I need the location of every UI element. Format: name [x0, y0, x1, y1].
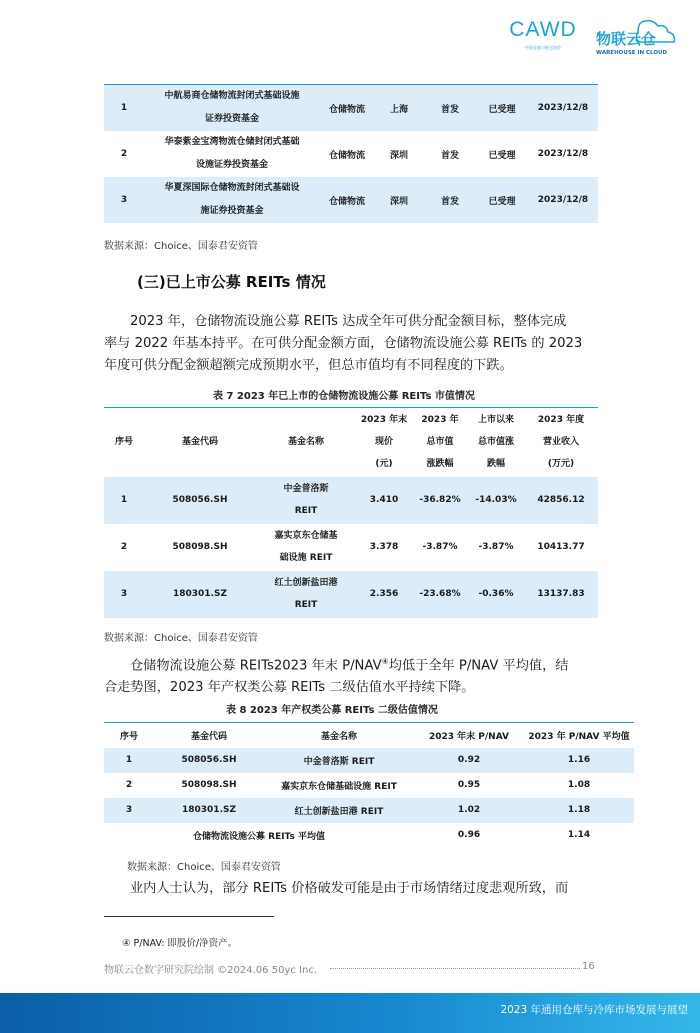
header-line: 涨跌幅	[426, 459, 454, 470]
fund-name-line2: REIT	[294, 600, 318, 610]
table-row-average	[104, 823, 634, 848]
row-number: 1	[120, 495, 128, 505]
row-number: 2	[120, 542, 128, 552]
row-number: 3	[125, 805, 133, 815]
text-span: 仓储物流设施公募 REITs2023 年末 P/NAV	[130, 658, 382, 674]
fund-code: 180301.SZ	[182, 805, 236, 815]
header-name: 基金名称	[320, 731, 357, 742]
table-row	[104, 571, 598, 618]
price: 3.378	[369, 542, 399, 552]
row-number: 2	[125, 780, 133, 790]
footnote-ref: ④	[381, 657, 389, 666]
mv-change: -3.87%	[422, 542, 458, 552]
footer-copyright: 物联云仓数字研究院绘制 ©2024.06 50yc Inc.	[104, 965, 317, 976]
text-span: 均低于全年 P/NAV 平均值，结	[388, 658, 569, 674]
table-header-row	[104, 723, 634, 748]
cloud-logo-icon	[594, 18, 686, 58]
header-logos	[502, 18, 686, 58]
fund-name	[144, 131, 320, 177]
fund-code: 508056.SH	[172, 495, 228, 505]
row-number: 3	[120, 589, 128, 599]
fund-name-line1: 中航易商仓储物流封闭式基础设施	[164, 91, 300, 101]
issue-kind: 首发	[440, 196, 459, 207]
fund-name-line2: 础设施 REIT	[279, 553, 333, 563]
since-listing-change: -14.03%	[475, 495, 517, 505]
table-row	[104, 524, 598, 571]
table7-market-value	[104, 407, 598, 618]
table-row	[104, 748, 634, 773]
fund-name: 红土创新盐田港 REIT	[294, 806, 384, 817]
issue-kind: 首发	[440, 104, 459, 115]
header-code: 基金代码	[190, 731, 227, 742]
reits-application-table	[104, 84, 598, 223]
pnav-avg: 1.18	[567, 805, 591, 815]
header-revenue	[524, 408, 598, 477]
header-no: 序号	[114, 437, 133, 448]
pnav: 0.95	[457, 780, 481, 790]
fund-name	[144, 177, 320, 223]
paragraph-2	[104, 651, 600, 699]
date: 2023/12/8	[537, 195, 589, 205]
date: 2023/12/8	[537, 103, 589, 113]
city: 深圳	[389, 196, 408, 207]
table-row	[104, 131, 598, 177]
data-source-note: 数据来源：Choice、国泰君安资管	[104, 633, 258, 644]
header-line: 现价	[374, 437, 393, 448]
mv-change: -36.82%	[419, 495, 461, 505]
footnote: ④ P/NAV: 即股价/净资产。	[122, 938, 238, 949]
cawd-logo-subtitle: 中国仓储与配送协会	[525, 45, 561, 50]
header-line: 2023 年	[421, 415, 459, 426]
header-mv-change	[412, 408, 468, 477]
cawd-logo	[502, 18, 584, 58]
header-pnav-avg: 2023 年 P/NAV 平均值	[528, 731, 630, 742]
wlyc-logo	[594, 18, 686, 58]
since-listing-change: -0.36%	[478, 589, 514, 599]
fund-name: 嘉实京东仓储基础设施 REIT	[281, 781, 397, 792]
fund-name	[256, 477, 356, 524]
asset-type: 仓储物流	[328, 196, 365, 207]
status: 已受理	[488, 150, 516, 161]
status: 已受理	[488, 104, 516, 115]
page-number: 16	[582, 961, 595, 972]
paragraph-line: 合走势图，2023 年产权类公募 REITs 二级估值水平持续下降。	[104, 680, 475, 696]
wlyc-logo-subtitle: WAREHOUSE IN CLOUD	[596, 50, 668, 56]
wlyc-logo-title: 物联云仓	[596, 30, 657, 48]
since-listing-change: -3.87%	[478, 542, 514, 552]
cawd-logo-title: CAWD	[509, 18, 577, 41]
fund-name-line2: 证券投资基金	[204, 114, 259, 124]
row-number: 2	[120, 149, 128, 159]
section-heading: (三)已上市公募 REITs 情况	[137, 273, 326, 291]
paragraph-line	[104, 651, 600, 677]
footer-bar	[0, 993, 700, 1033]
table-header-row	[104, 408, 598, 477]
table8-valuation	[104, 722, 634, 848]
data-source-note: 数据来源：Choice、国泰君安资管	[104, 241, 258, 252]
header-line: (万元)	[547, 459, 575, 470]
paragraph-line: 2023 年，仓储物流设施公募 REITs 达成全年可供分配金额目标，整体完成	[130, 314, 567, 329]
header-line: 2023 年末	[360, 415, 408, 426]
fund-name-line1: 嘉实京东仓储基	[274, 531, 338, 541]
fund-code: 508098.SH	[181, 780, 237, 790]
date: 2023/12/8	[537, 149, 589, 159]
mv-change: -23.68%	[419, 589, 461, 599]
fund-name: 中金普洛斯 REIT	[303, 756, 375, 767]
fund-code: 508098.SH	[172, 542, 228, 552]
pnav-avg: 1.08	[567, 780, 591, 790]
header-line: 2023 年度	[537, 415, 585, 426]
fund-name	[256, 524, 356, 571]
revenue: 13137.83	[537, 589, 585, 599]
price: 2.356	[369, 589, 399, 599]
header-line: 总市值	[426, 437, 454, 448]
header-line: (元)	[375, 459, 393, 470]
table8-caption: 表 8 2023 年产权类公募 REITs 二级估值情况	[226, 705, 438, 716]
fund-name-line1: 中金普洛斯	[283, 484, 329, 494]
fund-name	[256, 571, 356, 618]
pnav-avg: 1.14	[567, 830, 591, 840]
pnav: 0.96	[457, 830, 481, 840]
header-pnav: 2023 年末 P/NAV	[428, 731, 510, 742]
header-line: 跌幅	[486, 459, 505, 470]
asset-type: 仓储物流	[328, 150, 365, 161]
fund-code: 508056.SH	[181, 755, 237, 765]
asset-type: 仓储物流	[328, 104, 365, 115]
header-line: 总市值涨	[477, 437, 514, 448]
data-source-note: 数据来源：Choice、国泰君安资管	[127, 862, 281, 873]
pnav: 0.92	[457, 755, 481, 765]
average-label: 仓储物流设施公募 REITs 平均值	[193, 831, 325, 842]
paragraph-line: 年度可供分配金额超额完成预期水平，但总市值均有不同程度的下跌。	[104, 358, 513, 373]
status: 已受理	[488, 196, 516, 207]
row-number: 1	[125, 755, 133, 765]
pnav: 1.02	[457, 805, 481, 815]
price: 3.410	[369, 495, 399, 505]
fund-name-line2: REIT	[294, 506, 318, 516]
paragraph-line: 率与 2022 年基本持平。在可供分配金额方面，仓储物流设施公募 REITs 的 2023	[104, 336, 583, 351]
fund-name	[144, 85, 320, 132]
table-row	[104, 477, 598, 524]
city: 上海	[389, 104, 408, 115]
footer-dotted-line	[330, 968, 580, 969]
city: 深圳	[389, 150, 408, 161]
fund-name-line2: 施证券投资基金	[200, 206, 264, 216]
revenue: 10413.77	[537, 542, 585, 552]
pnav-avg: 1.16	[567, 755, 591, 765]
fund-code: 180301.SZ	[173, 589, 227, 599]
header-line: 上市以来	[477, 415, 514, 426]
paragraph-line: 业内人士认为，部分 REITs 价格破发可能是由于市场情绪过度悲观所致，而	[130, 881, 569, 896]
row-number: 3	[120, 195, 128, 205]
header-line: 营业收入	[542, 437, 579, 448]
footnote-divider	[104, 916, 274, 917]
header-code: 基金代码	[181, 437, 218, 448]
header-price	[356, 408, 412, 477]
report-title: 2023 年通用仓库与冷库市场发展与展望	[500, 1004, 688, 1016]
table-row	[104, 798, 634, 823]
row-number: 1	[120, 103, 128, 113]
paragraph-1	[104, 311, 600, 377]
table-row	[104, 773, 634, 798]
table-row	[104, 177, 598, 223]
header-since-listing	[468, 408, 524, 477]
fund-name-line1: 红土创新盐田港	[274, 578, 338, 588]
table7-caption: 表 7 2023 年已上市的仓储物流设施公募 REITs 市值情况	[213, 391, 475, 402]
table-row	[104, 85, 598, 132]
fund-name-line2: 设施证券投资基金	[195, 160, 268, 170]
fund-name-line1: 华夏深国际仓储物流封闭式基础设	[164, 183, 300, 193]
issue-kind: 首发	[440, 150, 459, 161]
paragraph-3	[104, 878, 600, 900]
header-no: 序号	[119, 731, 138, 742]
header-name: 基金名称	[287, 437, 324, 448]
fund-name-line1: 华泰紫金宝湾物流仓储封闭式基础	[164, 137, 300, 147]
revenue: 42856.12	[537, 495, 585, 505]
